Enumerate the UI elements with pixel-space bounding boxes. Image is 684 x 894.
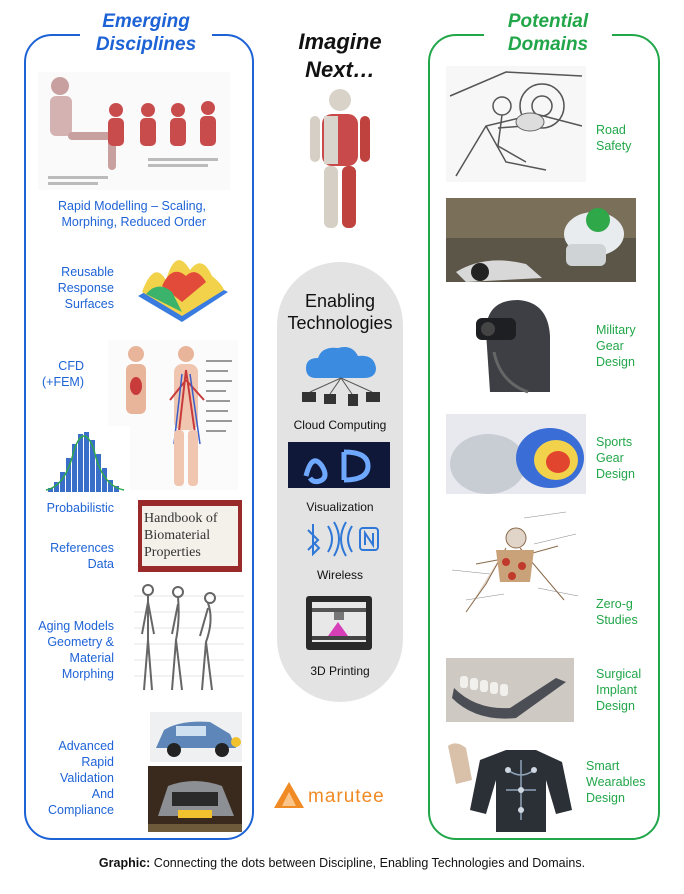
cloud-computing-label: Cloud Computing: [293, 418, 387, 432]
visualization-label: Visualization: [306, 500, 374, 514]
crash-test-image: [148, 766, 242, 832]
caption-bold: Graphic:: [98, 856, 151, 870]
imagine-next-header: Imagine Next…: [298, 29, 382, 82]
aging-models-label: Aging Models Geometry & Material Morphing: [38, 619, 114, 681]
smart-wearables-label: Smart Wearables Design: [586, 759, 646, 805]
military-gear-label: Military Gear Design: [596, 323, 636, 369]
road-safety-image: [446, 66, 586, 182]
caption-text: Connecting the dots between Discipline, Enabling Technologies and Domains.: [150, 856, 586, 870]
human-body-model-image: [300, 86, 380, 236]
potential-domains-header: Potential Domains: [484, 10, 612, 56]
smart-wearable-image: [446, 740, 578, 832]
surgical-implant-image: [446, 658, 574, 722]
response-surface-image: [132, 236, 232, 330]
3d-printing-label: 3D Printing: [310, 664, 370, 678]
enabling-technologies-title: Enabling Technologies: [287, 291, 393, 333]
response-surfaces-label: Reusable Response Surfaces: [57, 265, 114, 311]
wireless-icon: [296, 518, 384, 560]
wireless-label: Wireless: [316, 568, 363, 582]
handbook-title: Handbook of Biomaterial Properties: [144, 511, 218, 560]
emerging-disciplines-header: Emerging Disciplines: [80, 10, 212, 56]
handbook-cover-image: [138, 500, 242, 572]
crash-car-image: [150, 712, 242, 762]
aging-skeletons-image: [134, 580, 244, 698]
validation-label: Advanced Rapid Validation And Compliance: [47, 739, 114, 817]
rapid-modelling-label: Rapid Modelling – Scaling, Morphing, Reduced Order: [57, 199, 206, 229]
sports-helmet-image: [446, 414, 586, 494]
3d-printer-icon: [296, 592, 382, 654]
sports-gear-label: Sports Gear Design: [596, 435, 635, 481]
road-safety-label: Road Safety: [596, 123, 632, 153]
rapid-modelling-image: [38, 72, 230, 190]
surgical-implant-label: Surgical Implant Design: [596, 667, 642, 713]
marutee-logo-icon: [272, 780, 306, 810]
probabilistic-label: Probabilistic: [46, 501, 114, 515]
motorcycle-airbag-image: [446, 198, 636, 282]
figure-caption: [0, 856, 684, 870]
cfd-label: CFD (+FEM): [41, 359, 84, 389]
references-label: References Data: [50, 541, 114, 571]
probabilistic-histogram-image: [40, 426, 130, 494]
zero-g-image: [446, 504, 588, 636]
zero-g-label: Zero-g Studies: [596, 597, 638, 627]
marutee-logo-text: marutee: [308, 786, 385, 807]
cloud-icon: [296, 344, 386, 410]
military-helmet-image: [470, 292, 554, 400]
visualization-3d-icon: [288, 442, 390, 488]
